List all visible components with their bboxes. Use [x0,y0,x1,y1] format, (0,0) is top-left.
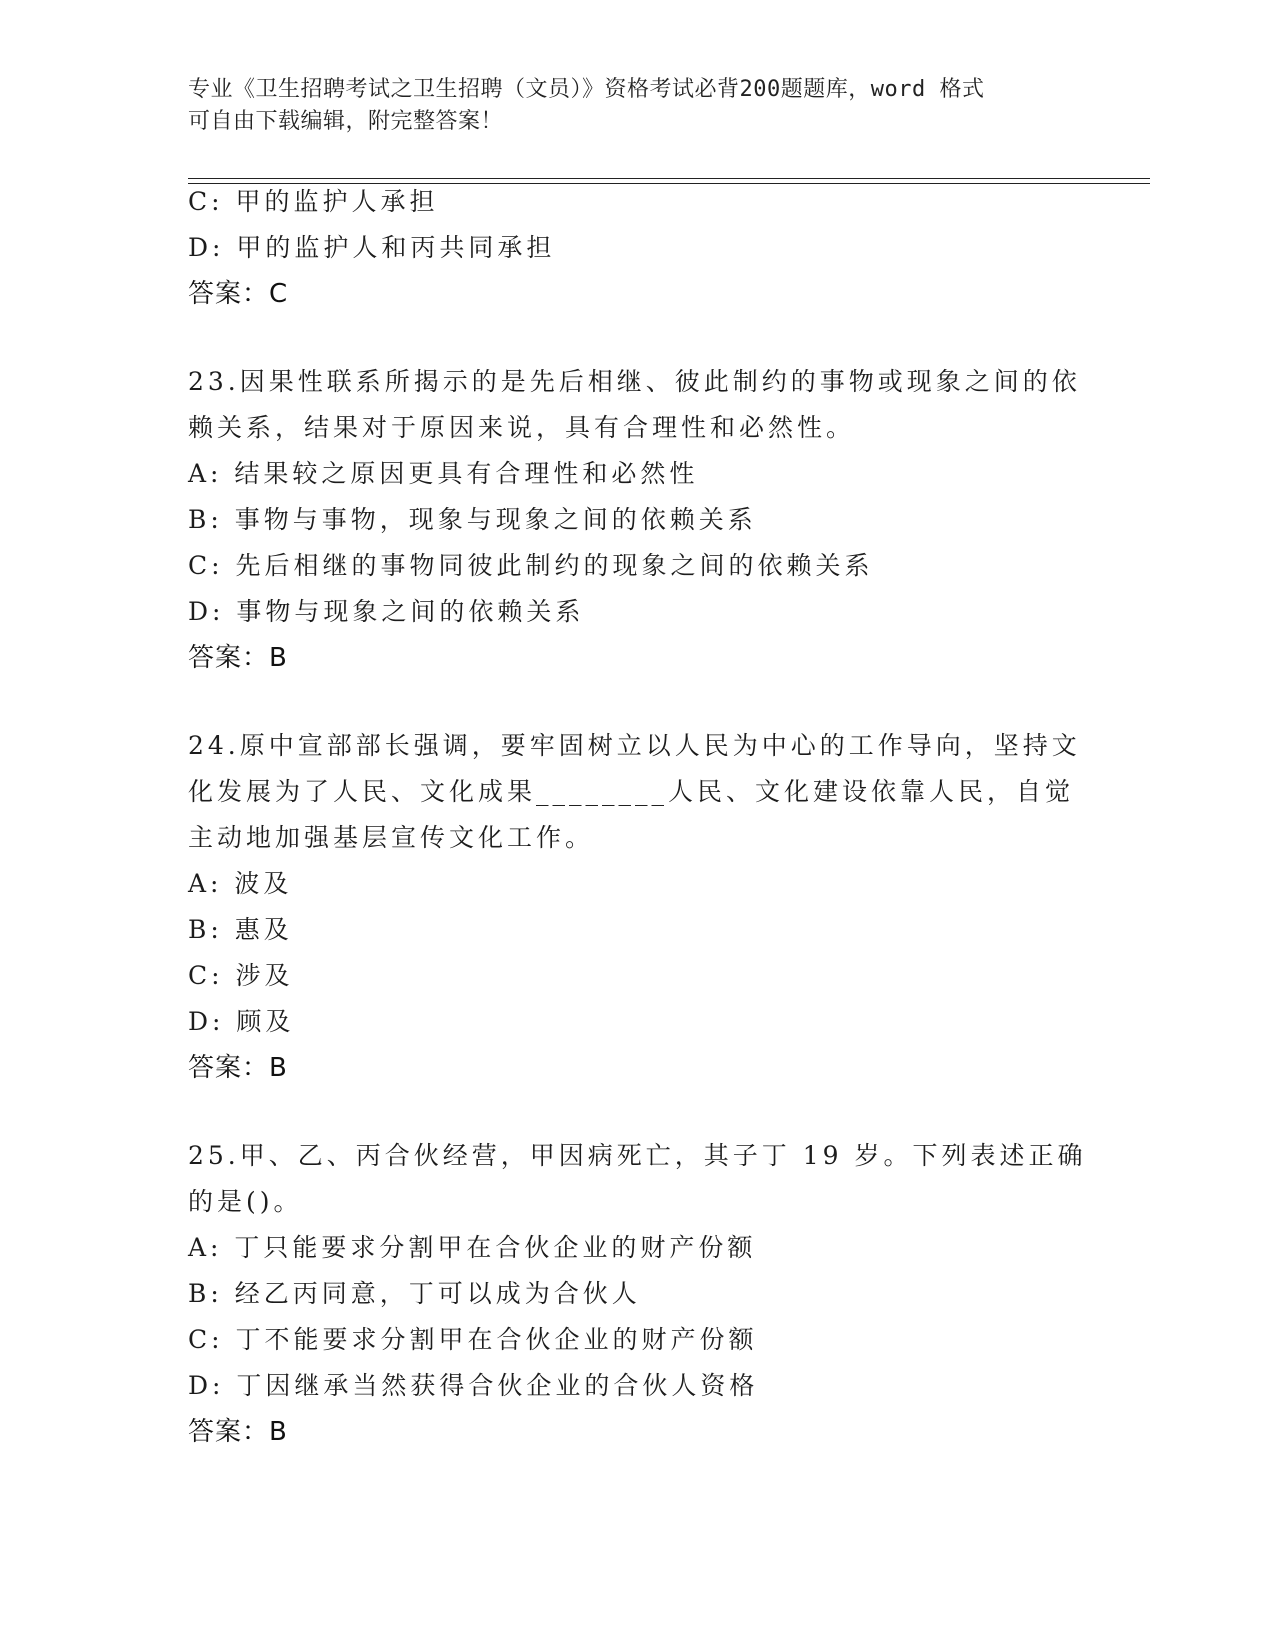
option-c: C: 丁不能要求分割甲在合伙企业的财产份额 [188,1325,758,1354]
answer-line: 答案：B [188,1053,288,1083]
option-b: B: 经乙丙同意，丁可以成为合伙人 [188,1279,641,1308]
question-stem-line: 化发展为了人民、文化成果________人民、文化建设依靠人民，自觉 [188,777,1075,806]
question-24 [188,723,1086,1091]
option-d: D: 事物与现象之间的依赖关系 [188,597,585,626]
option-d: D: 顾及 [188,1007,295,1036]
document-header [188,74,1088,138]
question-stem-line: 主动地加强基层宣传文化工作。 [188,823,595,852]
header-title-line-2: 可自由下载编辑，附完整答案！ [188,109,504,134]
option-a: A: 丁只能要求分割甲在合伙企业的财产份额 [188,1233,757,1262]
question-list [188,179,1086,1455]
option-b: B: 事物与事物，现象与现象之间的依赖关系 [188,505,757,534]
question-stem-line: 25.甲、乙、丙合伙经营，甲因病死亡，其子丁 19 岁。下列表述正确 [188,1141,1087,1170]
answer-line: 答案：B [188,643,288,673]
question-spacer [188,317,1086,359]
option-d: D: 丁因继承当然获得合伙企业的合伙人资格 [188,1371,759,1400]
option-a: A: 结果较之原因更具有合理性和必然性 [188,459,699,488]
option-b: B: 惠及 [188,915,293,944]
option-d: D: 甲的监护人和丙共同承担 [188,233,556,262]
question-stem-line: 赖关系，结果对于原因来说，具有合理性和必然性。 [188,413,856,442]
option-a: A: 波及 [188,869,293,898]
question-spacer [188,681,1086,723]
question-stem-line: 23.因果性联系所揭示的是先后相继、彼此制约的事物或现象之间的依 [188,367,1081,396]
question-23 [188,359,1086,681]
option-c: C: 先后相继的事物同彼此制约的现象之间的依赖关系 [188,551,874,580]
question-stem-line: 24.原中宣部部长强调，要牢固树立以人民为中心的工作导向，坚持文 [188,731,1081,760]
question-25 [188,1133,1086,1455]
header-title-line-1: 专业《卫生招聘考试之卫生招聘（文员）》资格考试必背200题题库，word 格式 [188,77,985,102]
question-stem-line: 的是()。 [188,1187,303,1216]
answer-line: 答案：C [188,279,289,309]
question-spacer [188,1091,1086,1133]
answer-line: 答案：B [188,1417,288,1447]
option-c: C: 甲的监护人承担 [188,187,439,216]
previous-question-tail [188,179,1086,317]
option-c: C: 涉及 [188,961,294,990]
